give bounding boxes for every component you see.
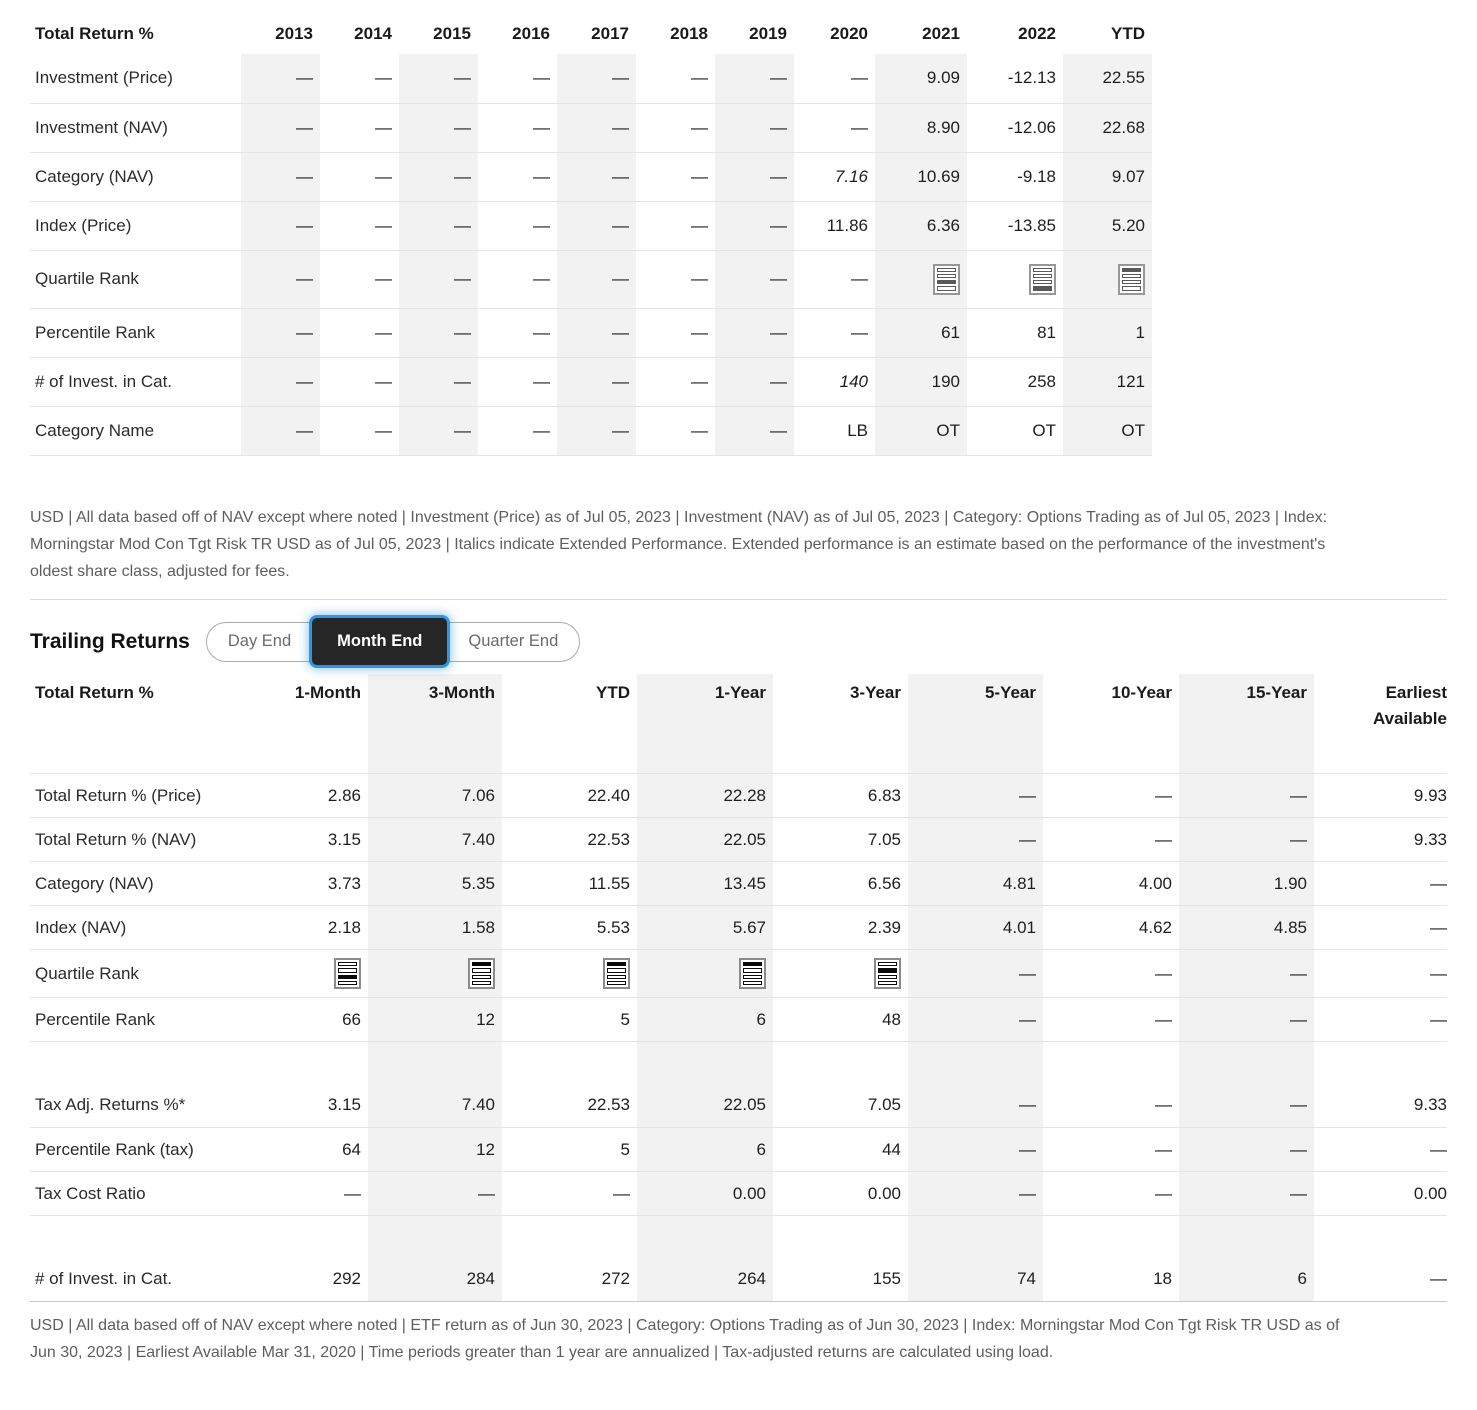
- cell: —: [234, 1172, 368, 1216]
- quartile-q2-icon: [874, 958, 901, 989]
- cell: —: [1043, 1172, 1179, 1216]
- cell: —: [557, 103, 636, 152]
- cell: 7.05: [773, 818, 908, 862]
- cell: 5.53: [502, 906, 637, 950]
- cell: —: [794, 103, 875, 152]
- cell: —: [502, 1172, 637, 1216]
- cell: —: [1314, 862, 1447, 906]
- cell: 140: [794, 357, 875, 406]
- trailing-returns-table: [30, 674, 1447, 1303]
- cell: —: [715, 250, 794, 308]
- cell: —: [1179, 1084, 1314, 1128]
- cell: 264: [637, 1258, 773, 1302]
- row-label: Total Return % (Price): [30, 774, 234, 818]
- cell: 0.00: [1314, 1172, 1447, 1216]
- column-header-10-year: 10-Year: [1043, 674, 1179, 774]
- row-label: Index (Price): [30, 201, 241, 250]
- trailing-returns-header: [30, 618, 1447, 666]
- row-label: Quartile Rank: [30, 250, 241, 308]
- cell: —: [557, 357, 636, 406]
- table-row: [30, 250, 1152, 308]
- cell: 4.81: [908, 862, 1043, 906]
- quartile-q1-icon: [1118, 264, 1145, 295]
- row-label: Index (NAV): [30, 906, 234, 950]
- cell: —: [557, 308, 636, 357]
- annual-returns-footnote: [30, 504, 1447, 585]
- cell: —: [478, 54, 557, 103]
- cell: —: [1314, 1258, 1447, 1302]
- cell: [1063, 250, 1152, 308]
- row-label: Percentile Rank: [30, 308, 241, 357]
- cell: 5: [502, 998, 637, 1042]
- cell: —: [794, 54, 875, 103]
- cell: —: [636, 308, 715, 357]
- cell: —: [399, 406, 478, 455]
- cell: 66: [234, 998, 368, 1042]
- footnote-line: USD | All data based off of NAV except where noted | ETF return as of Jun 30, 2023 | Category: Options Trading as of Jun 30, 2023 | Index: Morningstar Mod Con Tgt Risk TR USD as of: [30, 1317, 1340, 1334]
- cell: —: [478, 406, 557, 455]
- cell: 292: [234, 1258, 368, 1302]
- row-label: Category Name: [30, 406, 241, 455]
- cell: —: [478, 103, 557, 152]
- cell: 272: [502, 1258, 637, 1302]
- table-corner-label: Total Return %: [35, 24, 154, 43]
- cell: 48: [773, 998, 908, 1042]
- cell: —: [320, 308, 399, 357]
- cell: 4.00: [1043, 862, 1179, 906]
- cell: —: [399, 152, 478, 201]
- cell: —: [399, 103, 478, 152]
- cell: —: [1179, 1128, 1314, 1172]
- cell: —: [908, 818, 1043, 862]
- toggle-day-end[interactable]: Day End: [207, 624, 312, 660]
- table-row: [30, 1258, 1447, 1302]
- cell: —: [368, 1172, 502, 1216]
- table-row: [30, 103, 1152, 152]
- fund-performance-page: [0, 14, 1477, 1396]
- column-header-2015: 2015: [433, 24, 471, 43]
- cell: 22.55: [1063, 54, 1152, 103]
- table-row: [30, 950, 1447, 998]
- cell: —: [794, 250, 875, 308]
- cell: 7.40: [368, 1084, 502, 1128]
- cell: 155: [773, 1258, 908, 1302]
- cell: 12: [368, 998, 502, 1042]
- column-header-3-month: 3-Month: [368, 674, 502, 774]
- cell: 6: [637, 998, 773, 1042]
- column-header-2020: 2020: [830, 24, 868, 43]
- column-header-earliest-available: Earliest Available: [1314, 674, 1447, 774]
- cell: —: [241, 250, 320, 308]
- cell: —: [715, 406, 794, 455]
- cell: 7.06: [368, 774, 502, 818]
- cell: -12.06: [967, 103, 1063, 152]
- cell: —: [557, 152, 636, 201]
- row-label: Quartile Rank: [30, 950, 234, 998]
- quartile-q1-icon: [468, 958, 495, 989]
- cell: —: [399, 308, 478, 357]
- toggle-month-end[interactable]: Month End: [312, 618, 447, 665]
- spacer-row: [30, 1042, 1447, 1084]
- cell: —: [241, 152, 320, 201]
- cell: 22.68: [1063, 103, 1152, 152]
- cell: —: [908, 950, 1043, 998]
- cell: 9.93: [1314, 774, 1447, 818]
- cell: 1.90: [1179, 862, 1314, 906]
- cell: 22.53: [502, 818, 637, 862]
- cell: 5: [502, 1128, 637, 1172]
- column-header-15-year: 15-Year: [1179, 674, 1314, 774]
- quartile-q3-icon: [933, 264, 960, 295]
- table-row: [30, 201, 1152, 250]
- cell: 2.39: [773, 906, 908, 950]
- cell: 7.05: [773, 1084, 908, 1128]
- cell: —: [241, 357, 320, 406]
- cell: 6.56: [773, 862, 908, 906]
- footnote-line: USD | All data based off of NAV except where noted | Investment (Price) as of Jul 05, 2023 | Investment (NAV) as of Jul 05, 2023 | Category: Options Trading as of Jul 05, 2023 | Index:: [30, 508, 1328, 526]
- cell: 44: [773, 1128, 908, 1172]
- cell: —: [1043, 950, 1179, 998]
- cell: 4.01: [908, 906, 1043, 950]
- row-label: # of Invest. in Cat.: [30, 357, 241, 406]
- cell: [234, 950, 368, 998]
- cell: —: [399, 54, 478, 103]
- quartile-q3-icon: [334, 958, 361, 989]
- cell: 5.35: [368, 862, 502, 906]
- period-end-toggle-group: [206, 622, 580, 662]
- cell: [875, 250, 967, 308]
- cell: —: [478, 250, 557, 308]
- row-label: Total Return % (NAV): [30, 818, 234, 862]
- cell: 3.15: [234, 1084, 368, 1128]
- cell: 5.67: [637, 906, 773, 950]
- cell: —: [320, 54, 399, 103]
- cell: 12: [368, 1128, 502, 1172]
- cell: OT: [967, 406, 1063, 455]
- cell: 11.86: [794, 201, 875, 250]
- cell: —: [320, 152, 399, 201]
- column-header-1-year: 1-Year: [637, 674, 773, 774]
- row-label: Percentile Rank (tax): [30, 1128, 234, 1172]
- column-header-3-year: 3-Year: [773, 674, 908, 774]
- cell: 4.62: [1043, 906, 1179, 950]
- cell: —: [636, 152, 715, 201]
- cell: —: [320, 103, 399, 152]
- cell: 2.18: [234, 906, 368, 950]
- cell: —: [1179, 998, 1314, 1042]
- column-header-2019: 2019: [749, 24, 787, 43]
- cell: —: [908, 774, 1043, 818]
- table-row: [30, 308, 1152, 357]
- cell: 7.40: [368, 818, 502, 862]
- cell: —: [241, 103, 320, 152]
- column-header-2016: 2016: [512, 24, 550, 43]
- table-row: [30, 152, 1152, 201]
- cell: —: [241, 308, 320, 357]
- cell: —: [1043, 818, 1179, 862]
- cell: —: [715, 308, 794, 357]
- cell: 6.36: [875, 201, 967, 250]
- table-row: [30, 818, 1447, 862]
- cell: 3.73: [234, 862, 368, 906]
- cell: —: [320, 357, 399, 406]
- cell: [368, 950, 502, 998]
- cell: —: [1179, 818, 1314, 862]
- cell: 258: [967, 357, 1063, 406]
- cell: —: [636, 250, 715, 308]
- table-row: [30, 998, 1447, 1042]
- cell: 6: [1179, 1258, 1314, 1302]
- section-divider: [30, 599, 1447, 600]
- table-row: [30, 1172, 1447, 1216]
- cell: —: [557, 201, 636, 250]
- cell: —: [1043, 1084, 1179, 1128]
- trailing-returns-footnote: [30, 1312, 1447, 1366]
- table-row: [30, 774, 1447, 818]
- cell: 6.83: [773, 774, 908, 818]
- row-label: Category (NAV): [30, 152, 241, 201]
- table-row: [30, 1128, 1447, 1172]
- cell: 8.90: [875, 103, 967, 152]
- cell: —: [1179, 950, 1314, 998]
- cell: —: [1314, 998, 1447, 1042]
- cell: 9.33: [1314, 1084, 1447, 1128]
- cell: —: [908, 1128, 1043, 1172]
- row-label: # of Invest. in Cat.: [30, 1258, 234, 1302]
- table-row: [30, 862, 1447, 906]
- cell: 22.28: [637, 774, 773, 818]
- footnote-line: Morningstar Mod Con Tgt Risk TR USD as of Jul 05, 2023 | Italics indicate Extended Performance. Extended performance is an estimate based on the performance of the investment's: [30, 535, 1326, 553]
- cell: —: [636, 406, 715, 455]
- cell: 5.20: [1063, 201, 1152, 250]
- cell: 1.58: [368, 906, 502, 950]
- column-header-5-year: 5-Year: [908, 674, 1043, 774]
- column-header-2021: 2021: [922, 24, 960, 43]
- cell: OT: [1063, 406, 1152, 455]
- column-header-1-month: 1-Month: [234, 674, 368, 774]
- cell: —: [1314, 906, 1447, 950]
- cell: 64: [234, 1128, 368, 1172]
- column-header-ytd: YTD: [502, 674, 637, 774]
- table-row: [30, 54, 1152, 103]
- cell: OT: [875, 406, 967, 455]
- cell: 13.45: [637, 862, 773, 906]
- cell: [967, 250, 1063, 308]
- cell: [637, 950, 773, 998]
- footnote-line: oldest share class, adjusted for fees.: [30, 562, 290, 580]
- cell: —: [478, 357, 557, 406]
- cell: LB: [794, 406, 875, 455]
- cell: 3.15: [234, 818, 368, 862]
- cell: 190: [875, 357, 967, 406]
- cell: [773, 950, 908, 998]
- annual-returns-table: [30, 14, 1152, 456]
- trailing-returns-title: Trailing Returns: [30, 629, 190, 653]
- row-label: Category (NAV): [30, 862, 234, 906]
- cell: —: [715, 103, 794, 152]
- quartile-q1-icon: [739, 958, 766, 989]
- cell: —: [399, 250, 478, 308]
- cell: —: [320, 406, 399, 455]
- column-header-2017: 2017: [591, 24, 629, 43]
- cell: 1: [1063, 308, 1152, 357]
- cell: —: [478, 152, 557, 201]
- row-label: Investment (NAV): [30, 103, 241, 152]
- cell: 22.40: [502, 774, 637, 818]
- cell: 121: [1063, 357, 1152, 406]
- cell: —: [1043, 998, 1179, 1042]
- cell: —: [399, 201, 478, 250]
- row-label: Percentile Rank: [30, 998, 234, 1042]
- cell: —: [715, 357, 794, 406]
- cell: 61: [875, 308, 967, 357]
- column-header-2014: 2014: [354, 24, 392, 43]
- cell: —: [557, 406, 636, 455]
- cell: —: [241, 201, 320, 250]
- column-header-2013: 2013: [275, 24, 313, 43]
- toggle-quarter-end[interactable]: Quarter End: [447, 624, 579, 660]
- quartile-q4-icon: [1029, 264, 1056, 295]
- cell: [502, 950, 637, 998]
- cell: —: [1314, 1128, 1447, 1172]
- table-row: [30, 406, 1152, 455]
- cell: 11.55: [502, 862, 637, 906]
- cell: —: [399, 357, 478, 406]
- cell: 74: [908, 1258, 1043, 1302]
- cell: —: [636, 54, 715, 103]
- table-row: [30, 906, 1447, 950]
- cell: —: [1043, 774, 1179, 818]
- cell: —: [320, 201, 399, 250]
- cell: —: [557, 250, 636, 308]
- cell: —: [241, 406, 320, 455]
- cell: —: [636, 357, 715, 406]
- cell: —: [794, 308, 875, 357]
- cell: 4.85: [1179, 906, 1314, 950]
- cell: 10.69: [875, 152, 967, 201]
- column-header-2018: 2018: [670, 24, 708, 43]
- row-label: Investment (Price): [30, 54, 241, 103]
- cell: —: [715, 201, 794, 250]
- cell: 9.09: [875, 54, 967, 103]
- cell: -12.13: [967, 54, 1063, 103]
- cell: 22.05: [637, 1084, 773, 1128]
- cell: —: [715, 54, 794, 103]
- cell: —: [478, 308, 557, 357]
- cell: —: [1179, 1172, 1314, 1216]
- cell: 0.00: [773, 1172, 908, 1216]
- quartile-q1-icon: [603, 958, 630, 989]
- column-header-2022: 2022: [1018, 24, 1056, 43]
- cell: —: [1179, 774, 1314, 818]
- footnote-line: Jun 30, 2023 | Earliest Available Mar 31, 2020 | Time periods greater than 1 year are annualized | Tax-adjusted returns are calculated using load.: [30, 1344, 1054, 1361]
- cell: —: [636, 103, 715, 152]
- cell: 9.07: [1063, 152, 1152, 201]
- cell: —: [1314, 950, 1447, 998]
- cell: —: [636, 201, 715, 250]
- table-row: [30, 1084, 1447, 1128]
- cell: 18: [1043, 1258, 1179, 1302]
- cell: —: [1043, 1128, 1179, 1172]
- cell: 0.00: [637, 1172, 773, 1216]
- row-label: Tax Adj. Returns %*: [30, 1084, 234, 1128]
- cell: 22.53: [502, 1084, 637, 1128]
- cell: —: [241, 54, 320, 103]
- column-header-ytd: YTD: [1111, 24, 1145, 43]
- row-label: Tax Cost Ratio: [30, 1172, 234, 1216]
- cell: 22.05: [637, 818, 773, 862]
- cell: —: [908, 998, 1043, 1042]
- cell: —: [478, 201, 557, 250]
- cell: —: [908, 1172, 1043, 1216]
- cell: 284: [368, 1258, 502, 1302]
- cell: 81: [967, 308, 1063, 357]
- table-row: [30, 357, 1152, 406]
- cell: -13.85: [967, 201, 1063, 250]
- cell: —: [320, 250, 399, 308]
- cell: —: [908, 1084, 1043, 1128]
- cell: 7.16: [794, 152, 875, 201]
- cell: -9.18: [967, 152, 1063, 201]
- cell: —: [557, 54, 636, 103]
- cell: 2.86: [234, 774, 368, 818]
- cell: —: [715, 152, 794, 201]
- table-corner-label: Total Return %: [30, 674, 234, 774]
- cell: 6: [637, 1128, 773, 1172]
- spacer-row: [30, 1216, 1447, 1258]
- cell: 9.33: [1314, 818, 1447, 862]
